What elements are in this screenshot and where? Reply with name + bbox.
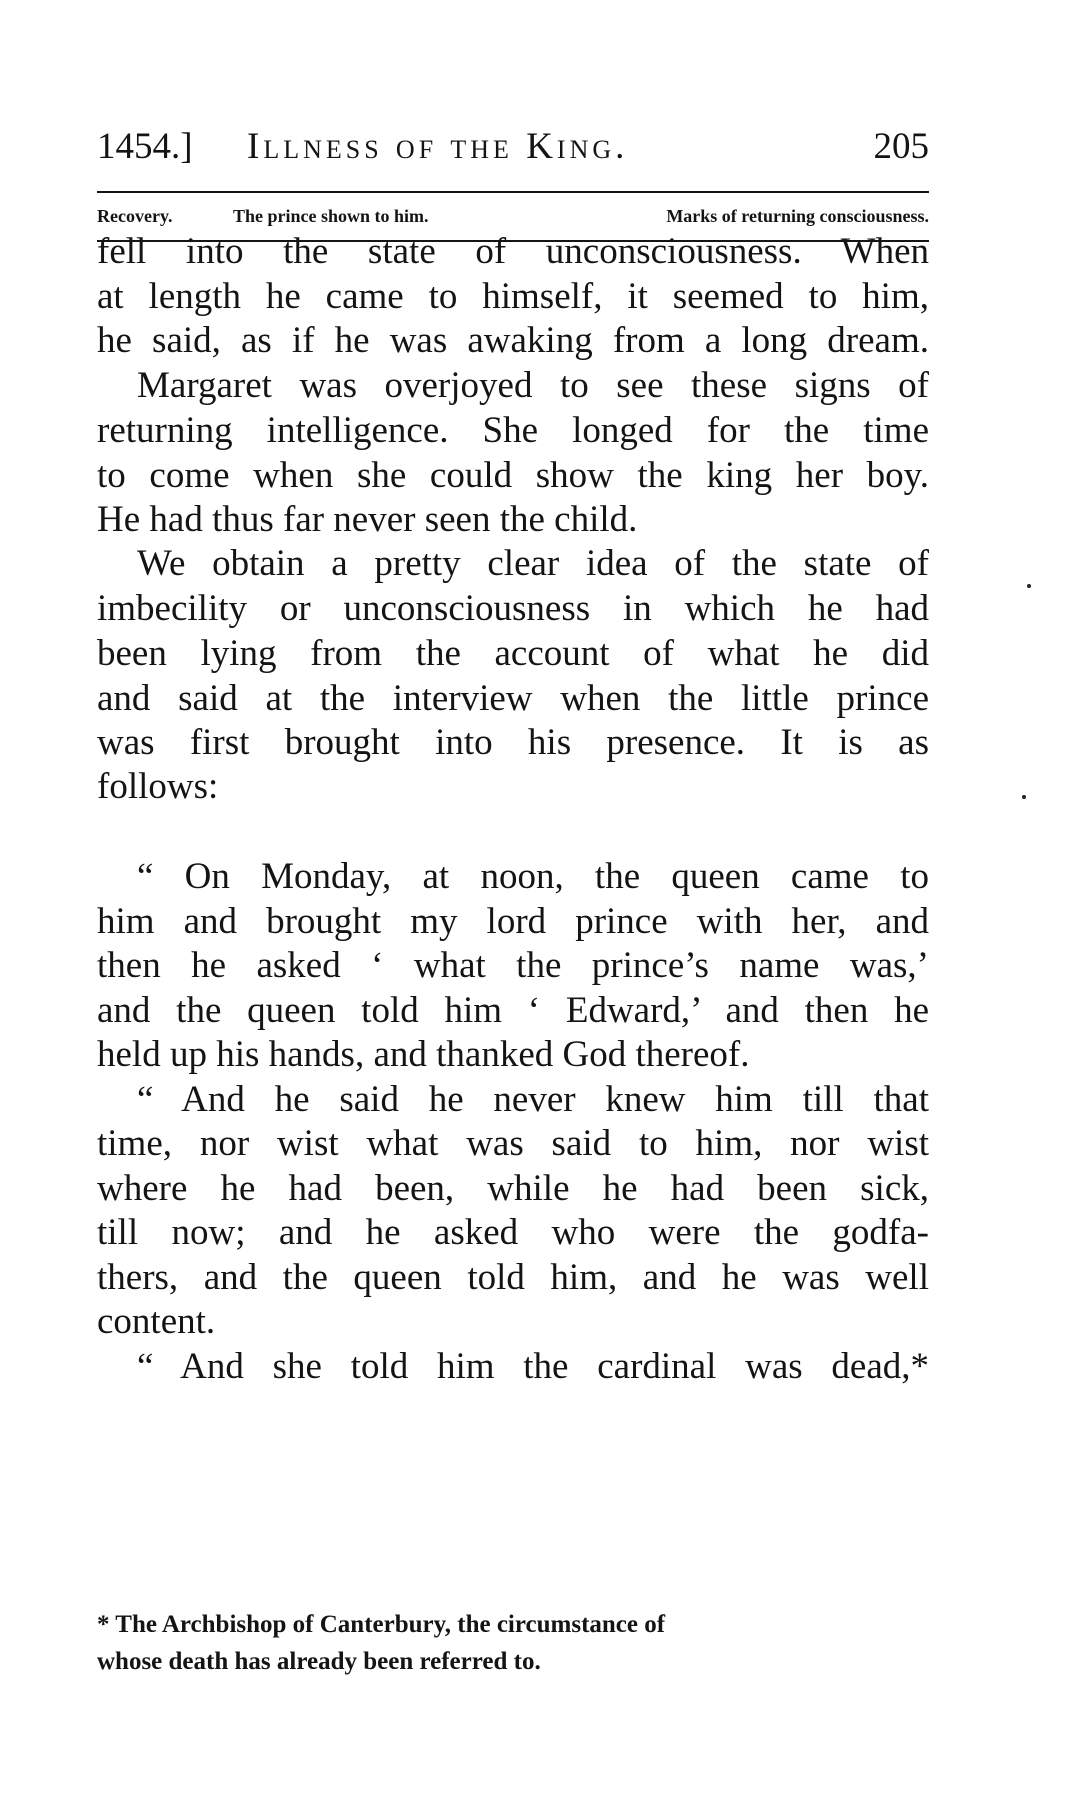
summary-consciousness: Marks of returning consciousness.	[666, 206, 929, 226]
text-line: Margaret was overjoyed to see these signs of	[137, 365, 929, 406]
text-line: till now; and he asked who were the godfa-	[97, 1212, 929, 1253]
text-line: was first brought into his presence. It is as	[97, 722, 929, 763]
summary-recovery: Recovery.	[97, 206, 173, 226]
text-line: content.	[97, 1301, 216, 1342]
text-line: thers, and the queen told him, and he was well	[97, 1257, 929, 1298]
header-year: 1454.]	[97, 126, 193, 167]
text-line: We obtain a pretty clear idea of the state of	[137, 543, 929, 584]
text-line: been lying from the account of what he did	[97, 633, 929, 674]
footnote-line: * The Archbishop of Canterbury, the circumstance of	[97, 1611, 666, 1638]
text-line: and the queen told him ‘ Edward,’ and then he	[97, 990, 929, 1031]
text-line: “ On Monday, at noon, the queen came to	[137, 856, 929, 897]
text-line: where he had been, while he had been sick,	[97, 1168, 929, 1209]
summary-prince: The prince shown to him.	[233, 206, 429, 226]
text-line: fell into the state of unconsciousness. When	[97, 231, 929, 272]
text-line: “ And she told him the cardinal was dead,*	[137, 1346, 929, 1387]
text-line: to come when she could show the king her boy.	[97, 455, 929, 496]
print-speck	[1022, 795, 1026, 799]
page-number: 205	[873, 126, 929, 167]
footnote-line: whose death has already been referred to.	[97, 1648, 541, 1675]
header-title: Illness of the King.	[247, 126, 629, 167]
text-line: and said at the interview when the little prince	[97, 678, 929, 719]
text-line: imbecility or unconsciousness in which he had	[97, 588, 929, 629]
running-header	[97, 124, 929, 170]
text-line: he said, as if he was awaking from a long dream.	[97, 320, 929, 361]
text-line: follows:	[97, 766, 219, 807]
text-line: then he asked ‘ what the prince’s name was,’	[97, 945, 929, 986]
text-line: at length he came to himself, it seemed to him,	[97, 276, 929, 317]
text-line: He had thus far never seen the child.	[97, 499, 638, 540]
text-line: held up his hands, and thanked God thereof.	[97, 1034, 750, 1075]
text-line: time, nor wist what was said to him, nor wist	[97, 1123, 929, 1164]
header-rule-top	[97, 191, 929, 193]
text-line: returning intelligence. She longed for the time	[97, 410, 929, 451]
text-line: “ And he said he never knew him till that	[137, 1079, 929, 1120]
print-speck	[1027, 584, 1031, 588]
text-line: him and brought my lord prince with her, and	[97, 901, 929, 942]
